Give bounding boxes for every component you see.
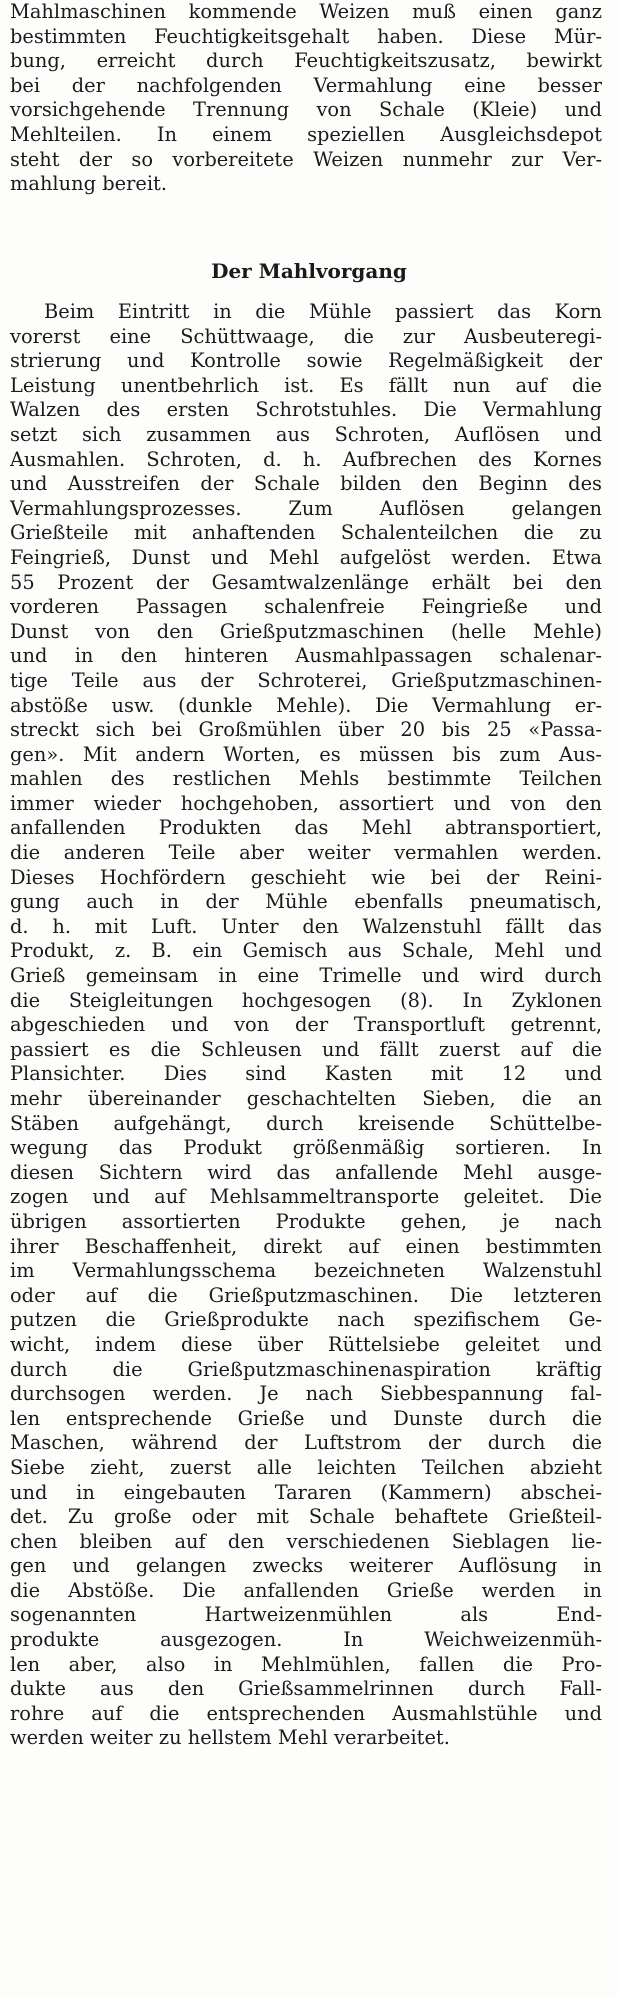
text-line: Plansichter. Dies sind Kasten mit 12 und (10, 1062, 602, 1086)
text-line: und in den hinteren Ausmahlpassagen schalenar- (10, 644, 602, 668)
text-line: setzt sich zusammen aus Schroten, Auflösen und (10, 422, 602, 446)
text-line: Produkt, z. B. ein Gemisch aus Schale, Mehl und (10, 939, 602, 963)
text-line: vorsichgehende Trennung von Schale (Kleie) und (10, 98, 602, 122)
text-line: im Vermahlungsschema bezeichneten Walzenstuhl (10, 1259, 602, 1283)
text-line: wegung das Produkt größenmäßig sortieren. In (10, 1136, 602, 1160)
text-line: passiert es die Schleusen und fällt zuerst auf die (10, 1037, 602, 1061)
text-line: 55 Prozent der Gesamtwalzenlänge erhält bei den (10, 570, 602, 594)
text-line: werden weiter zu hellstem Mehl verarbeitet. (10, 1726, 450, 1750)
section-heading: Der Mahlvorgang (211, 259, 407, 283)
text-line: bei der nachfolgenden Vermahlung eine besser (10, 73, 602, 97)
text-line: len aber, also in Mehlmühlen, fallen die Pro- (10, 1652, 602, 1676)
text-line: Stäben aufgehängt, durch kreisende Schüttelbe- (10, 1111, 602, 1135)
text-line: gen». Mit andern Worten, es müssen bis zum Aus- (10, 742, 602, 766)
text-line: anfallenden Produkten das Mehl abtransportiert, (10, 816, 602, 840)
text-line: übrigen assortierten Produkte gehen, je nach (10, 1209, 602, 1233)
text-line: durchsogen werden. Je nach Siebbespannung fal- (10, 1382, 602, 1406)
text-line: Grieß gemeinsam in eine Trimelle und wird durch (10, 964, 602, 988)
text-line: Vermahlungsprozesses. Zum Auflösen gelangen (10, 496, 602, 520)
text-line: abgeschieden und von der Transportluft getrennt, (10, 1013, 602, 1037)
text-line: Beim Eintritt in die Mühle passiert das Korn (44, 300, 602, 323)
text-line: det. Zu große oder mit Schale behaftete Grießteil- (10, 1505, 602, 1529)
text-line: Dieses Hochfördern geschieht wie bei der Reini- (10, 865, 602, 889)
text-line: Maschen, während der Luftstrom der durch die (10, 1431, 602, 1455)
text-line: wicht, indem diese über Rüttelsiebe geleitet und (10, 1332, 602, 1356)
text-line: Mahlmaschinen kommende Weizen muß einen ganz (10, 0, 602, 23)
text-line: rohre auf die entsprechenden Ausmahlstühle und (10, 1701, 602, 1725)
text-line: len entsprechende Grieße und Dunste durch die (10, 1406, 602, 1430)
text-line: Leistung unentbehrlich ist. Es fällt nun auf die (10, 373, 602, 397)
text-line: oder auf die Grießputzmaschinen. Die letzteren (10, 1283, 602, 1307)
text-line: Grießteile mit anhaftenden Schalenteilchen die zu (10, 521, 602, 545)
text-line: Feingrieß, Dunst und Mehl aufgelöst werden. Etwa (10, 545, 602, 569)
text-line: steht der so vorbereitete Weizen nunmehr zur Ver- (10, 147, 602, 171)
text-line: gen und gelangen zwecks weiterer Auflösung in (10, 1554, 602, 1578)
text-line: mahlen des restlichen Mehls bestimmte Teilchen (10, 767, 602, 791)
text-line: Dunst von den Grießputzmaschinen (helle Mehle) (10, 619, 602, 643)
text-line: bestimmten Feuchtigkeitsgehalt haben. Diese Mür- (10, 24, 602, 48)
text-line: Mehlteilen. In einem speziellen Ausgleichsdepot (10, 122, 602, 146)
text-line: zogen und auf Mehlsammeltransporte geleitet. Die (10, 1185, 602, 1209)
text-line: streckt sich bei Großmühlen über 20 bis 25 «Passa- (10, 718, 602, 742)
text-line: d. h. mit Luft. Unter den Walzenstuhl fällt das (10, 914, 602, 938)
text-line: dukte aus den Grießsammelrinnen durch Fall- (10, 1677, 602, 1701)
text-line: mahlung bereit. (10, 172, 167, 196)
text-line: chen bleiben auf den verschiedenen Sieblagen lie- (10, 1529, 602, 1553)
text-line: diesen Sichtern wird das anfallende Mehl ausge- (10, 1160, 602, 1184)
text-line: und in eingebauten Tararen (Kammern) abschei- (10, 1480, 602, 1504)
text-line: sogenannten Hartweizenmühlen als End- (10, 1603, 602, 1627)
text-line: bung, erreicht durch Feuchtigkeitszusatz, bewirkt (10, 49, 602, 73)
main-paragraph (10, 300, 602, 1751)
text-line: strierung und Kontrolle sowie Regelmäßigkeit der (10, 349, 602, 373)
text-line: Walzen des ersten Schrotstuhles. Die Vermahlung (10, 398, 602, 422)
text-line: vorerst eine Schüttwaage, die zur Ausbeuteregi- (10, 324, 602, 348)
text-line: die anderen Teile aber weiter vermahlen werden. (10, 841, 602, 865)
text-line: und Ausstreifen der Schale bilden den Beginn des (10, 472, 602, 496)
text-line: gung auch in der Mühle ebenfalls pneumatisch, (10, 890, 602, 914)
text-line: ihrer Beschaffenheit, direkt auf einen bestimmten (10, 1234, 602, 1258)
text-line: produkte ausgezogen. In Weichweizenmüh- (10, 1628, 602, 1652)
paragraph-text (10, 300, 602, 1751)
paragraph-text (10, 0, 602, 197)
text-line: putzen die Grießprodukte nach spezifischem Ge- (10, 1308, 602, 1332)
text-line: durch die Grießputzmaschinenaspiration kräftig (10, 1357, 602, 1381)
text-line: die Steigleitungen hochgesogen (8). In Zyklonen (10, 988, 602, 1012)
text-line: die Abstöße. Die anfallenden Grieße werden in (10, 1578, 602, 1602)
text-line: abstöße usw. (dunkle Mehle). Die Vermahlung er- (10, 693, 602, 717)
text-line: vorderen Passagen schalenfreie Feingrieße und (10, 595, 602, 619)
text-line: immer wieder hochgehoben, assortiert und von den (10, 791, 602, 815)
text-line: Siebe zieht, zuerst alle leichten Teilchen abzieht (10, 1455, 602, 1479)
text-line: Ausmahlen. Schroten, d. h. Aufbrechen des Kornes (10, 447, 602, 471)
text-line: tige Teile aus der Schroterei, Grießputzmaschinen- (10, 668, 602, 692)
intro-paragraph (10, 0, 602, 197)
text-line: mehr übereinander geschachtelten Sieben, die an (10, 1087, 602, 1110)
